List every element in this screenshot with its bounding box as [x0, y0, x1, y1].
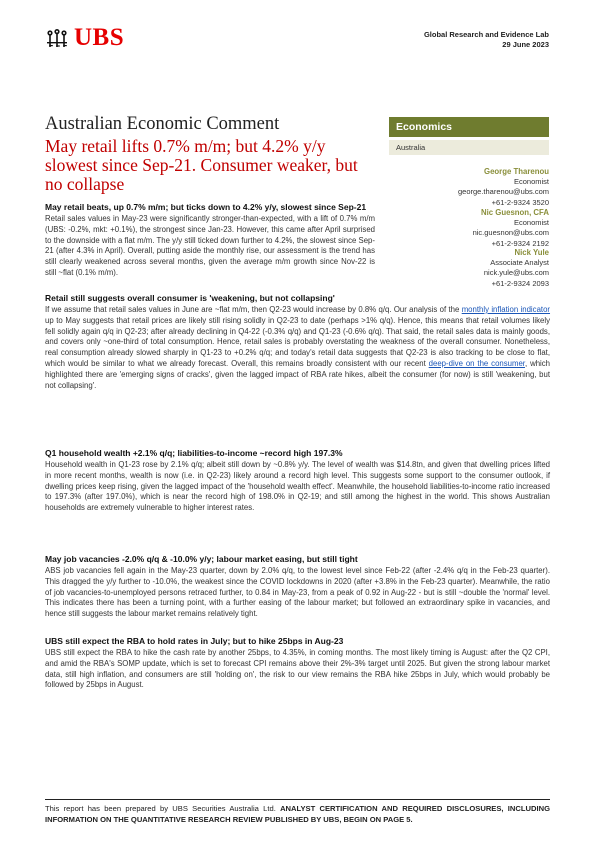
ubs-logo-text: UBS [74, 24, 125, 51]
section-heading: Retail still suggests overall consumer is 'weakening, but not collapsing' [45, 293, 335, 303]
analyst-email[interactable]: nic.guesnon@ubs.com [472, 228, 549, 238]
disclosure-footer [45, 799, 550, 825]
section-body [45, 305, 550, 391]
section-body: Household wealth in Q1-23 rose by 2.1% q/q; albeit still down by ~0.8% y/y. The level of wealth was $14.8tn, and given that dwelling prices lifted in more recent months, wealth is now (i.e. in Q2-23) likely around a record high level. This suggests some support to the consumer outlook, if dwelling prices keep rising, given the lagged impact of the 'household wealth effect'. Meanwhile, the household liabilities-to-income ratio increased to 197.3% (after 197.0%), which is near the record high of 198.0% in Q2-19; and still among the highest in the world. This shows Australian households are extremely vulnerable to higher interest rates. [45, 460, 550, 513]
headline: May retail lifts 0.7% m/m; but 4.2% y/y slowest since Sep-21. Consumer weaker, but no collapse [45, 136, 358, 194]
analyst-name: Nick Yule [514, 248, 549, 257]
section-heading: Q1 household wealth +2.1% q/q; liabilities-to-income ~record high 197.3% [45, 448, 343, 458]
analyst-phone: +61-2-9324 2192 [491, 238, 549, 248]
analyst-role: Economist [513, 177, 549, 187]
category-label: Economics [396, 121, 453, 133]
analyst-phone: +61-2-9324 3520 [491, 197, 549, 207]
analyst-email[interactable]: nick.yule@ubs.com [483, 268, 549, 278]
consumer-deep-dive-link[interactable]: deep-dive on the consumer [428, 358, 525, 368]
analyst-role: Economist [513, 218, 549, 228]
section-heading: May job vacancies -2.0% q/q & -10.0% y/y; labour market easing, but still tight [45, 554, 358, 564]
body-text: up to May suggests that retail prices are likely still rising solidly in Q2-23 to date (perhaps >1% q/q). Hence, this means that retail volumes likely fell solidly again q/q in Q2-23; after already declining in Q4-22 (-0.3% q/q) and Q1-23 (-0.6% q/q). That said, the retail sales data is mainly goods, and covers only ~one-third of total consumption. Hence, retail sales is probably overstating the weakness of the overall consumer. Nonetheless, real consumption already slowed sharply in Q1-23 to +0.2% q/q; and today's retail data suggests that Q2-23 is also tracking to be close to flat, which would be similar to what we already forecast. Overall, this remains broadly consistent with our recent [45, 315, 550, 368]
header-meta [424, 30, 549, 50]
analyst-email[interactable]: george.tharenou@ubs.com [457, 187, 549, 197]
section-body: UBS still expect the RBA to hike the cash rate by another 25bps, to 4.35%, in coming months. The most likely timing is August: after the Q2 CPI, and amid the RBA's SOMP update, which is set to forecast CPI remains above their 2%-3% target until 2025. But given the strong labour market data, still high inflation, and consumers are still 'holding on', the risk to our view remains the RBA hike 25bps in July, which would probably be followed by 25bps in August. [45, 648, 550, 690]
footer-text: This report has been prepared by UBS Securities Australia Ltd. [45, 804, 281, 813]
body-text: If we assume that retail sales values in June are ~flat m/m, then Q2-23 would increase by 0.8% q/q. Our analysis of the [45, 305, 462, 314]
section-heading: May retail beats, up 0.7% m/m; but ticks down to 4.2% y/y, slowest since Sep-21 [45, 202, 367, 212]
department-label: Global Research and Evidence Lab [423, 30, 549, 39]
analyst-name: George Tharenou [484, 167, 549, 176]
analyst-card [458, 167, 549, 208]
analyst-role: Associate Analyst [490, 258, 549, 268]
section-body: Retail sales values in May-23 were significantly stronger-than-expected, with a lift of 0.7% m/m (UBS: -0.2%, mkt: +0.1%), the strongest since Jan-23. However, this came after April surprised to the downside with a flat m/m. The y/y still ticked down further to 4.2%, the slowest since Sep-21 (after 4.3% in April). Overall, putting aside the monthly rise, our assessment is the trend has still clearly weakened across several months, given the average m/m growth since Nov-22 is still ~flat (0.1% m/m). [45, 214, 375, 277]
footer-disclosure: ANALYST CERTIFICATION AND REQUIRED DISCLOSURES, INCLUDING INFORMATION ON THE QUANTITATIVE RESEARCH REVIEW PUBLISHED BY UBS, BEGIN ON PAGE 5. [45, 804, 550, 824]
report-date: 29 June 2023 [502, 40, 549, 49]
analyst-phone: +61-2-9324 2093 [491, 278, 549, 288]
analyst-name: Nic Guesnon, CFA [480, 208, 549, 217]
section-heading: UBS still expect the RBA to hold rates in July; but to hike 25bps in Aug-23 [45, 636, 344, 646]
region-label: Australia [396, 143, 426, 152]
analyst-card [473, 208, 549, 249]
analyst-card [484, 248, 549, 289]
document-title: Australian Economic Comment [45, 114, 280, 134]
body-text: , which highlighted there are 'emerging signs of cracks', given the lagged impact of RBA rate hikes, albeit the consumer (for now) is still 'weakening, but not collapsing'. [45, 358, 550, 390]
monthly-inflation-link[interactable]: monthly inflation indicator [461, 305, 551, 314]
section-body: ABS job vacancies fell again in the May-23 quarter, down by 2.0% q/q, to the lowest level since Feb-22 (after -2.4% q/q in the Feb-23 quarter). This dragged the y/y further to -10.0%, the weakest since the COVID lockdowns in 2020 (after +3.8% in the Feb-23 quarter). Meanwhile, the ratio of job vacancies-to-unemployed persons retraced further, to 0.84 in May-23, from a peak of 0.92 in Aug-22 - but is still ~double the 'normal' level. This indicates there has been a turning point, with a further easing of the labour market; but followed an extraordinary spike in vacancies, and hence still suggests the labour market remains relatively tight. [45, 566, 550, 619]
ubs-keys-logo-icon [44, 28, 70, 52]
